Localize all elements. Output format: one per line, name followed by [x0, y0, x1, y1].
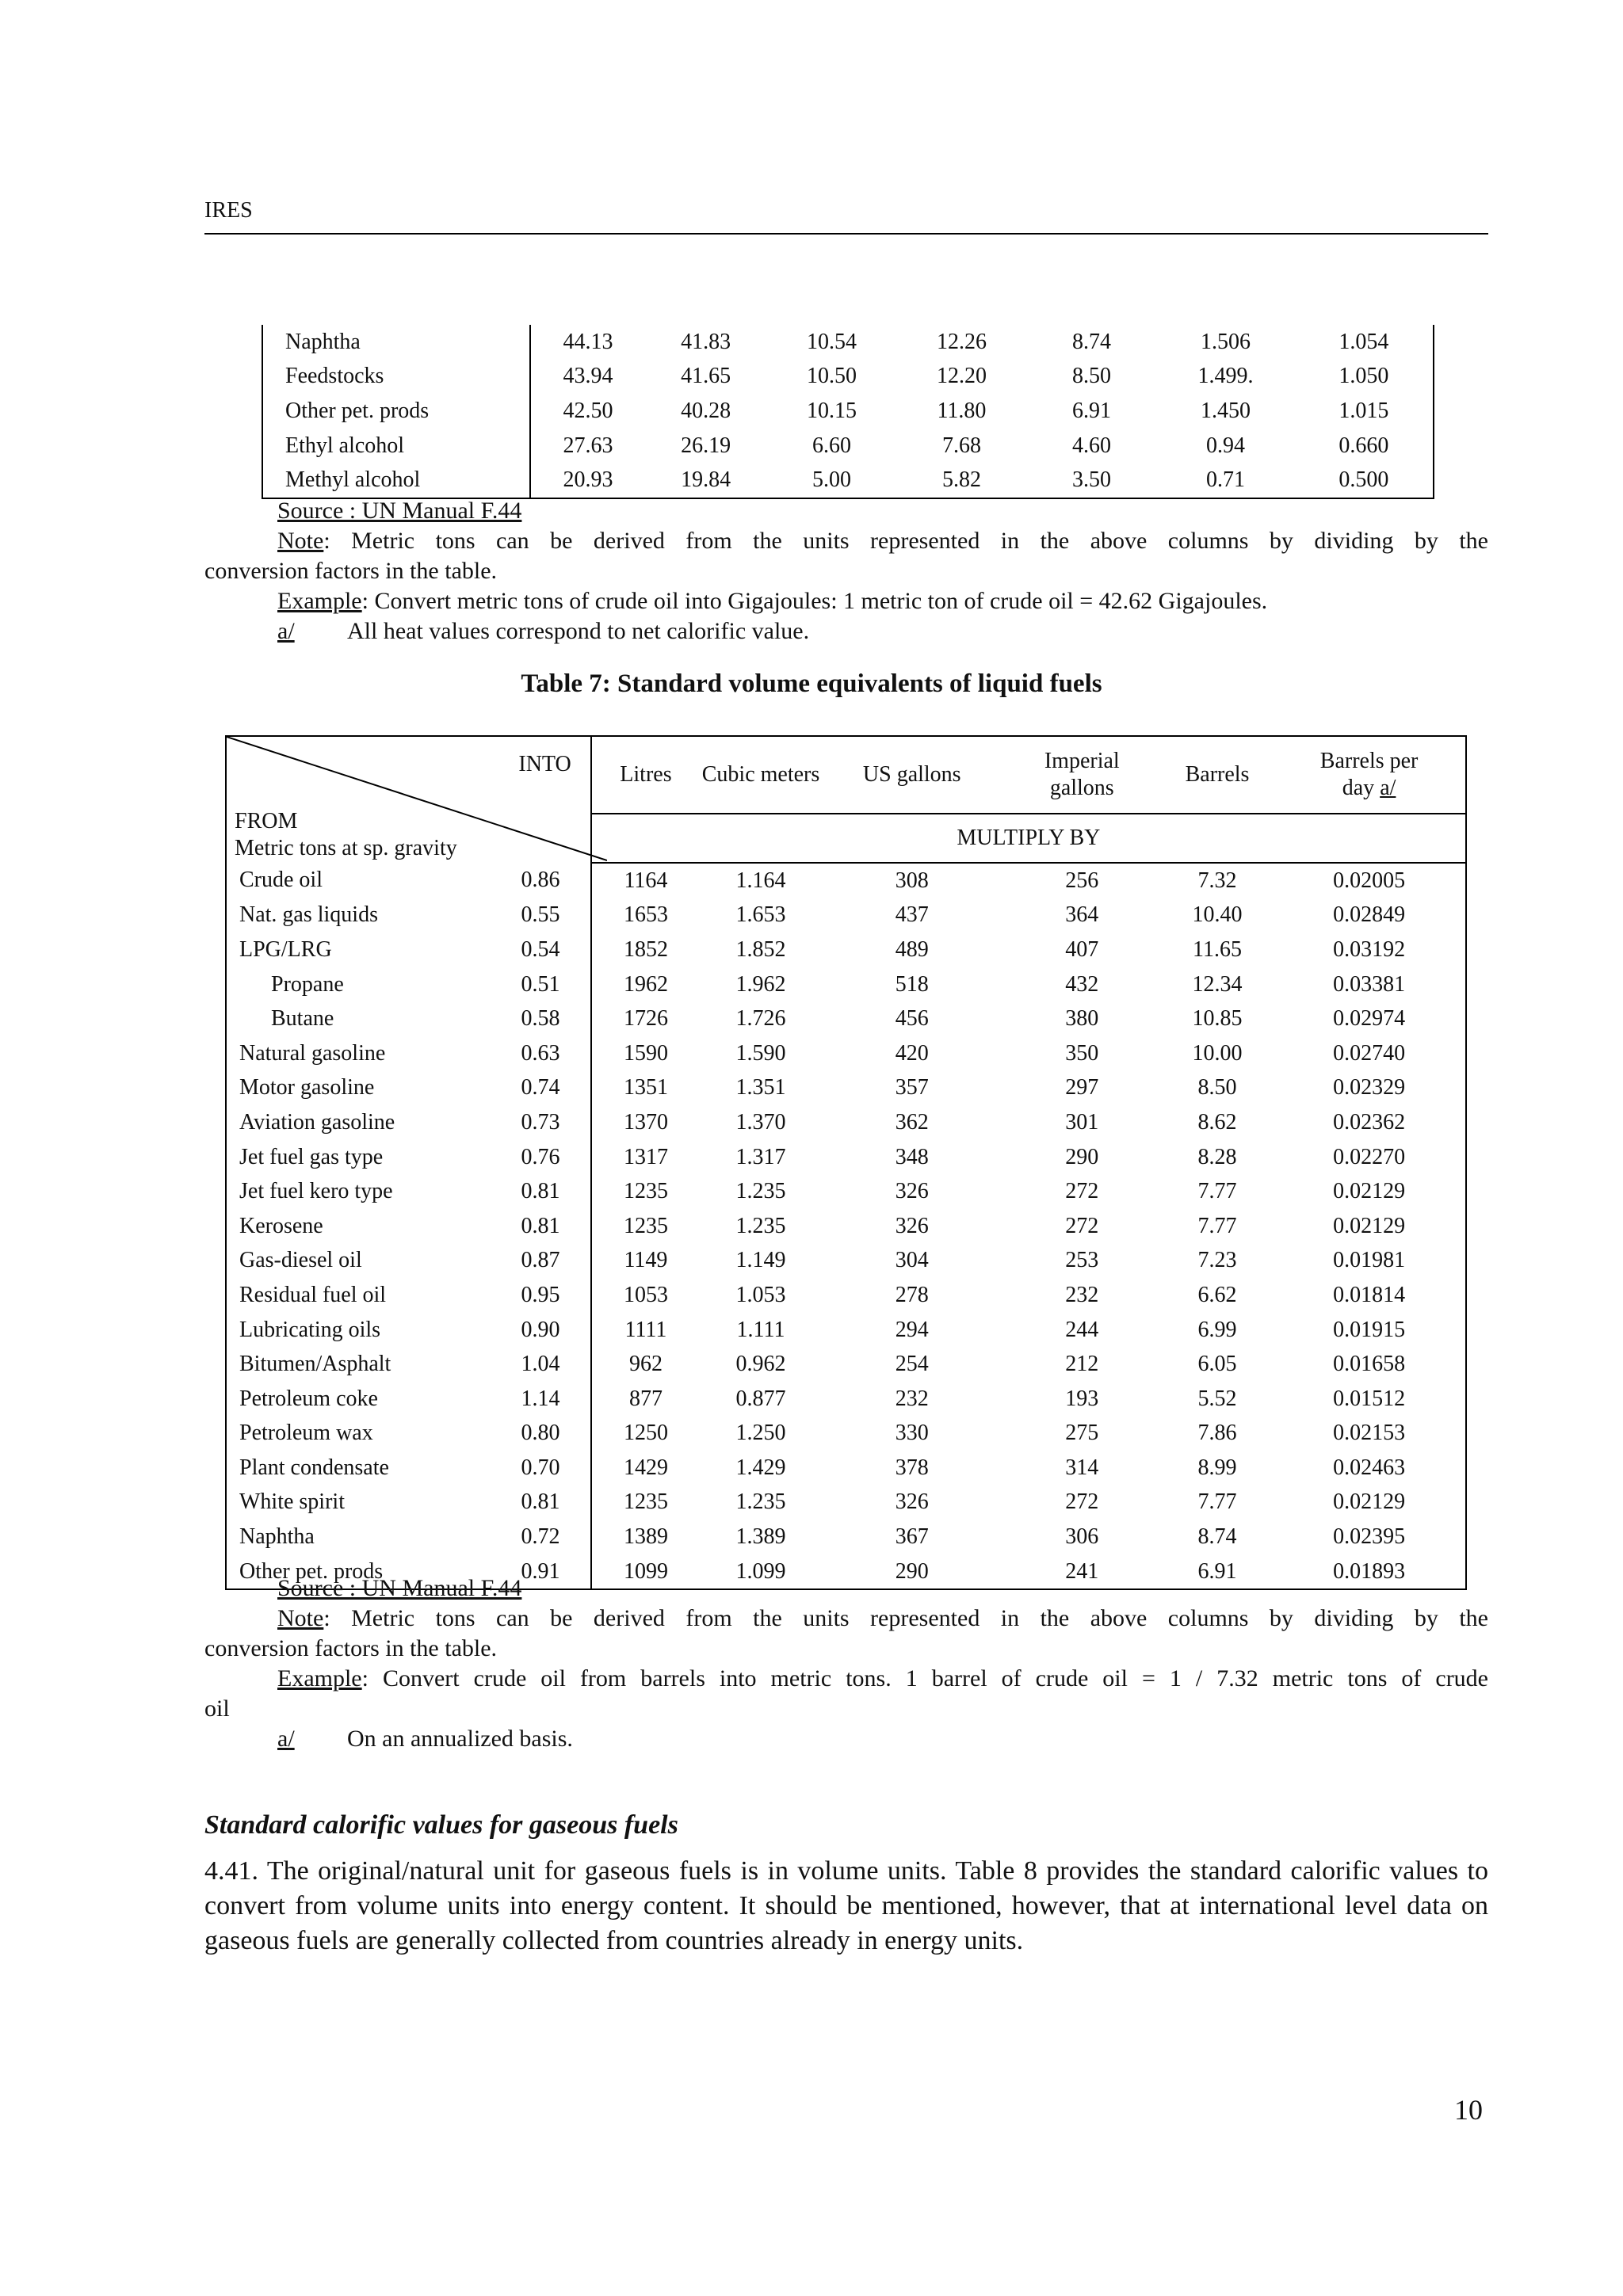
table7-row: [226, 1071, 1466, 1106]
table6-row-label: Naphtha: [262, 325, 530, 360]
table7-row-label: Natural gasoline: [239, 1040, 386, 1066]
table7-row-label: Naphtha: [239, 1524, 315, 1550]
table7-cell: 232: [895, 1386, 929, 1411]
table6-footnote-text: All heat values correspond to net calorific value.: [347, 618, 810, 644]
table7-cell: 1.429: [735, 1455, 786, 1480]
table7-cell: 1164: [624, 868, 668, 893]
table7-cell: 12.34: [1192, 971, 1243, 997]
table6-cell: 1.054: [1295, 325, 1434, 360]
table7-cell: 7.77: [1197, 1179, 1237, 1204]
section-heading: Standard calorific values for gaseous fuels: [204, 1810, 678, 1840]
table7-row: [226, 1278, 1466, 1313]
table7-cell: 1.149: [735, 1248, 786, 1273]
table6-note-label: Note: [277, 528, 324, 554]
table7-row: [226, 1417, 1466, 1451]
table7-cell: 308: [895, 868, 929, 893]
table7-cell: 378: [895, 1455, 929, 1480]
table7-cell: 294: [895, 1317, 929, 1342]
table7-cell: 1653: [623, 902, 668, 928]
table6-cell: 7.68: [941, 433, 981, 458]
table7-cell: 962: [628, 1352, 663, 1377]
table7-multiply-label: MULTIPLY BY: [591, 814, 1466, 863]
table7-cell: 1.235: [735, 1489, 786, 1515]
table7-row-label: Petroleum wax: [239, 1421, 373, 1446]
table7-cell: 456: [895, 1006, 929, 1032]
table7-row-label: Plant condensate: [239, 1455, 389, 1480]
table6-cell: 12.20: [936, 364, 987, 389]
col-header-barrels-per-day-mark: a/: [1380, 776, 1396, 800]
table7-row-label: Jet fuel gas type: [239, 1144, 384, 1169]
table7-note-line1: [277, 1604, 1488, 1634]
table7-specific-gravity: 0.58: [521, 1001, 590, 1036]
table7-cell: 518: [895, 971, 929, 997]
table7-note-line2: conversion factors in the table.: [204, 1635, 498, 1661]
table7-cell: 1852: [623, 936, 668, 962]
table6-cell: 10.15: [806, 398, 857, 423]
table7-cell: 7.32: [1197, 868, 1237, 893]
table7-row: [226, 1209, 1466, 1244]
table7-cell: 367: [895, 1524, 929, 1550]
table7-row-label: Motor gasoline: [239, 1075, 375, 1100]
table7-cell: 6.62: [1197, 1282, 1237, 1307]
table6-footnote: [277, 616, 810, 646]
table7-footnote: [277, 1724, 573, 1754]
table7-specific-gravity: 0.87: [521, 1244, 590, 1279]
table7-cell: 1317: [623, 1144, 668, 1169]
table7-cell: 1053: [623, 1282, 668, 1307]
table7-cell: 420: [895, 1040, 929, 1066]
table7-cell: 1726: [623, 1006, 668, 1032]
table6-cell: 4.60: [1071, 433, 1111, 458]
table7-specific-gravity: 0.70: [521, 1451, 590, 1486]
table7-cell: 1.235: [735, 1179, 786, 1204]
table7-row: [226, 1244, 1466, 1279]
table6-cell: 27.63: [563, 433, 613, 458]
table7-cell: 1149: [624, 1248, 668, 1273]
table7-cell: 278: [895, 1282, 929, 1307]
table7-cell: 1.590: [735, 1040, 786, 1066]
table6-cell: 1.506: [1201, 329, 1251, 354]
table7-cell: 7.77: [1197, 1213, 1237, 1238]
table7-cell: 1111: [624, 1317, 667, 1342]
table7-row: [226, 967, 1466, 1002]
table6-row: [262, 325, 1434, 360]
table6-row-label: Feedstocks: [262, 360, 530, 395]
table7-cell: 0.02395: [1333, 1524, 1406, 1550]
table7-cell: 7.86: [1197, 1421, 1237, 1446]
table6-cell: 44.13: [563, 329, 613, 354]
table7-cell: 1.111: [736, 1317, 785, 1342]
table7-cell: 1.317: [735, 1144, 786, 1169]
table6-row: [262, 429, 1434, 463]
table6-footnote-mark: a/: [277, 618, 295, 644]
table7-title: Table 7: Standard volume equivalents of liquid fuels: [521, 669, 1102, 698]
table7-cell: 1.351: [735, 1075, 786, 1100]
table7-cell: 407: [1065, 936, 1099, 962]
table7-cell: 290: [895, 1558, 929, 1584]
table7-cell: 1250: [623, 1421, 668, 1446]
paragraph-4-41: 4.41. The original/natural unit for gaseous fuels is in volume units. Table 8 provides the standard calorific values to convert from volume units into energy content. It should be mentioned, however, that at international level data on gaseous fuels are generally collected from countries already in energy units.: [204, 1856, 1488, 1955]
table7-cell: 6.91: [1197, 1558, 1237, 1584]
table7-cell: 0.03381: [1333, 971, 1406, 997]
table6-cell: 8.50: [1071, 364, 1111, 389]
header-rule: [204, 233, 1488, 235]
table7-row-label: Aviation gasoline: [239, 1109, 395, 1135]
table6-cell: 5.00: [766, 463, 896, 498]
table7-cell: 350: [1065, 1040, 1099, 1066]
table7-cell: 0.02270: [1333, 1144, 1406, 1169]
table6-cell: 6.91: [1071, 398, 1111, 423]
table7-row: [226, 1347, 1466, 1382]
table7-cell: 0.01512: [1333, 1386, 1406, 1411]
table7-specific-gravity: 0.76: [521, 1140, 590, 1175]
table7-note-label: Note: [277, 1605, 324, 1631]
table7-cell: 10.85: [1192, 1006, 1243, 1032]
table7-cell: 1351: [623, 1075, 668, 1100]
table7-cell: 304: [895, 1248, 929, 1273]
table7-specific-gravity: 0.81: [521, 1486, 590, 1520]
table6-continuation: [262, 325, 1434, 499]
col-header-cubic-meters: Cubic meters: [701, 762, 820, 787]
table6-row-label: Other pet. prods: [262, 394, 530, 429]
table7-cell: 7.77: [1197, 1489, 1237, 1515]
table6-row: [262, 463, 1434, 498]
table7-row-label: Other pet. prods: [239, 1558, 384, 1584]
table7-cell: 1235: [623, 1213, 668, 1238]
table7-cell: 330: [895, 1421, 929, 1446]
table6-example: [277, 586, 1267, 616]
table6-cell: 5.82: [896, 463, 1026, 498]
table7-cell: 0.02463: [1333, 1455, 1406, 1480]
table7-cell: 272: [1065, 1213, 1099, 1238]
table7-row: [226, 1382, 1466, 1417]
table7-cell: 241: [1065, 1558, 1099, 1584]
table6-cell: 42.50: [563, 398, 613, 423]
table6-cell: 40.28: [681, 398, 731, 423]
table7-cell: 1235: [623, 1179, 668, 1204]
table7-cell: 432: [1065, 971, 1099, 997]
col-header-us-gallons: US gallons: [862, 762, 961, 787]
table7-source: [277, 1573, 521, 1604]
table6-note-line2: conversion factors in the table.: [204, 558, 498, 584]
table7-specific-gravity: 0.91: [521, 1554, 590, 1590]
table7-cell: 1.653: [735, 902, 786, 928]
table7-cell: 7.23: [1197, 1248, 1237, 1273]
table6-cell: 0.500: [1295, 463, 1434, 498]
table7-cell: 8.99: [1197, 1455, 1237, 1480]
table7-row: [226, 1036, 1466, 1071]
table7-footnote-text: On an annualized basis.: [347, 1726, 573, 1752]
table6-source-text: Source : UN Manual F.44: [277, 498, 522, 524]
table7-cell: 0.02329: [1333, 1075, 1406, 1100]
table6-cell: 20.93: [530, 463, 645, 498]
table7-cell: 0.02362: [1333, 1109, 1406, 1135]
table6-cell: 1.450: [1201, 398, 1251, 423]
table7-cell: 1.053: [735, 1282, 786, 1307]
table7-row-label: White spirit: [239, 1489, 345, 1515]
table7-row-label: Butane: [271, 1006, 334, 1032]
table6-example-label: Example: [277, 588, 362, 614]
table7-cell: 0.02129: [1333, 1489, 1406, 1515]
table7-cell: 1.250: [735, 1421, 786, 1446]
table7-row: [226, 933, 1466, 967]
table7-footnote-mark: a/: [277, 1726, 295, 1752]
table7-cell: 326: [895, 1213, 929, 1238]
table7-source-text: Source : UN Manual F.44: [277, 1575, 522, 1601]
running-head: IRES: [204, 198, 253, 223]
table6-row-label: Methyl alcohol: [262, 463, 530, 498]
table7-into-label: INTO: [518, 752, 571, 776]
table7-cell: 364: [1065, 902, 1099, 928]
table7-cell: 0.962: [735, 1352, 786, 1377]
table7-cell: 8.50: [1197, 1075, 1237, 1100]
table7-row: [226, 1486, 1466, 1520]
table7-specific-gravity: 0.51: [521, 967, 590, 1002]
table6-note-text: : Metric tons can be derived from the units represented in the above columns by dividing by the: [323, 528, 1488, 554]
table7-cell: 8.62: [1197, 1109, 1237, 1135]
table7-example-line2: oil: [204, 1695, 230, 1722]
table7-cell: 253: [1065, 1248, 1099, 1273]
table7-specific-gravity: 0.90: [521, 1313, 590, 1348]
page-number: 10: [1454, 2094, 1483, 2126]
table6-cell: 41.65: [681, 364, 731, 389]
table7-cell: 362: [895, 1109, 929, 1135]
col-header-barrels-per-day: [1273, 736, 1466, 814]
table6-cell: 0.94: [1206, 433, 1246, 458]
table7-cell: 0.01814: [1333, 1282, 1406, 1307]
col-header-imperial-gallons: Imperial gallons: [1044, 749, 1120, 800]
table7-cell: 297: [1065, 1075, 1099, 1100]
table7-cell: 5.52: [1197, 1386, 1237, 1411]
table7-cell: 290: [1065, 1144, 1099, 1169]
table7-cell: 0.01658: [1333, 1352, 1406, 1377]
table7-cell: 8.74: [1197, 1524, 1237, 1550]
table7-cell: 232: [1065, 1282, 1099, 1307]
table6-cell: 11.80: [937, 398, 987, 423]
table7-specific-gravity: 0.81: [521, 1174, 590, 1209]
table7-cell: 357: [895, 1075, 929, 1100]
table7-from-text: FROM: [235, 809, 298, 833]
table7-cell: 0.03192: [1333, 936, 1406, 962]
table7-cell: 0.02129: [1333, 1213, 1406, 1238]
table7-row: [226, 898, 1466, 933]
table7-cell: 489: [895, 936, 929, 962]
table7-specific-gravity: 1.04: [521, 1347, 590, 1382]
table7-cell: 272: [1065, 1179, 1099, 1204]
table7-from-label: [235, 808, 457, 862]
table6-source: [277, 496, 521, 526]
table6-cell: 8.74: [1071, 329, 1111, 354]
table7-cell: 1.389: [735, 1524, 786, 1550]
table7-row-label: Residual fuel oil: [239, 1282, 387, 1307]
table7-corner-cell: [226, 736, 591, 863]
table7-cell: 0.01915: [1333, 1317, 1406, 1342]
table7-cell: 1590: [623, 1040, 668, 1066]
col-header-barrels-per-day-text: Barrels per day: [1319, 749, 1419, 800]
table7-row-label: Kerosene: [239, 1213, 323, 1238]
table6-row: [262, 394, 1434, 429]
table7-cell: 10.00: [1192, 1040, 1243, 1066]
table7-cell: 212: [1065, 1352, 1099, 1377]
table7-cell: 1370: [623, 1109, 668, 1135]
table7-cell: 0.02740: [1333, 1040, 1406, 1066]
table7-cell: 244: [1065, 1317, 1099, 1342]
table7-cell: 1.962: [735, 971, 786, 997]
table7-row-label: Lubricating oils: [239, 1317, 381, 1342]
table7-note-text: : Metric tons can be derived from the units represented in the above columns by dividing by the: [323, 1605, 1488, 1631]
table7-cell: 0.02129: [1333, 1179, 1406, 1204]
table7-cell: 0.02849: [1333, 902, 1406, 928]
table6-example-text: : Convert metric tons of crude oil into Gigajoules: 1 metric ton of crude oil = 42.62 Gigajoules.: [361, 588, 1268, 614]
table7-specific-gravity: 0.63: [521, 1036, 590, 1071]
table7-cell: 380: [1065, 1006, 1099, 1032]
table6-cell: 0.71: [1156, 463, 1294, 498]
table6-cell: 10.50: [806, 364, 857, 389]
table7-row: [226, 863, 1466, 898]
table7-cell: 10.40: [1192, 902, 1243, 928]
table7-cell: 1962: [623, 971, 668, 997]
table7-row: [226, 1001, 1466, 1036]
table7-cell: 326: [895, 1489, 929, 1515]
table7-cell: 6.99: [1197, 1317, 1237, 1342]
table7-cell: 314: [1065, 1455, 1099, 1480]
table7-cell: 0.02005: [1333, 868, 1406, 893]
table7-cell: 193: [1065, 1386, 1099, 1411]
table7-cell: 256: [1065, 868, 1099, 893]
table6-cell: 41.83: [681, 329, 731, 354]
table7-cell: 272: [1065, 1489, 1099, 1515]
table7-row-label: Bitumen/Asphalt: [239, 1352, 391, 1377]
table7-row-label: Gas-diesel oil: [239, 1248, 362, 1273]
table7-specific-gravity: 0.73: [521, 1105, 590, 1140]
table7-specific-gravity: 0.80: [521, 1417, 590, 1451]
table6-cell: 3.50: [1026, 463, 1156, 498]
table6-cell: 1.050: [1295, 360, 1434, 395]
table7-cell: 8.28: [1197, 1144, 1237, 1169]
table7-example-text: : Convert crude oil from barrels into metric tons. 1 barrel of crude oil = 1 / 7.32 metric tons of crude: [361, 1665, 1488, 1691]
table7-specific-gravity: 0.54: [521, 933, 590, 967]
table7-row-label: Petroleum coke: [239, 1386, 378, 1411]
table7-row-label: LPG/LRG: [239, 936, 332, 962]
table7-cell: 6.05: [1197, 1352, 1237, 1377]
table7-row-label: Jet fuel kero type: [239, 1179, 393, 1204]
table7-row: [226, 1174, 1466, 1209]
table6-cell: 12.26: [936, 329, 987, 354]
table7-cell: 1099: [623, 1558, 668, 1584]
table7-cell: 326: [895, 1179, 929, 1204]
table6-cell: 26.19: [681, 433, 731, 458]
table7-specific-gravity: 0.74: [521, 1071, 590, 1106]
table7-cell: 0.02153: [1333, 1421, 1406, 1446]
table6-cell: 43.94: [563, 364, 613, 389]
table7-cell: 11.65: [1193, 936, 1242, 962]
table7-row-label: Propane: [271, 971, 344, 997]
table7: [225, 735, 1467, 1590]
table6-cell: 10.54: [806, 329, 857, 354]
table7-row: [226, 1451, 1466, 1486]
col-header-litres: Litres: [620, 762, 672, 787]
table7-cell: 1.370: [735, 1109, 786, 1135]
table6-cell: 6.60: [812, 433, 851, 458]
table6-row-label: Ethyl alcohol: [262, 429, 530, 463]
table6-row: [262, 360, 1434, 395]
col-header-barrels: Barrels: [1185, 762, 1250, 787]
table6-cell: 19.84: [645, 463, 767, 498]
table7-row: [226, 1313, 1466, 1348]
table6-note-line1: [277, 526, 1488, 556]
table7-cell: 1.235: [735, 1213, 786, 1238]
table7-cell: 437: [895, 902, 929, 928]
table7-cell: 0.877: [735, 1386, 786, 1411]
table7-cell: 0.01981: [1333, 1248, 1406, 1273]
table6-cell: 1.499.: [1197, 364, 1254, 389]
table7-row-label: Nat. gas liquids: [239, 902, 378, 928]
table7-example-line1: [277, 1664, 1488, 1694]
table7-cell: 1235: [623, 1489, 668, 1515]
table7-cell: 877: [628, 1386, 663, 1411]
table7-cell: 0.01893: [1333, 1558, 1406, 1584]
table7-cell: 1.852: [735, 936, 786, 962]
table7-row: [226, 1520, 1466, 1554]
table6-cell: 0.660: [1295, 429, 1434, 463]
table7-from-subtext: Metric tons at sp. gravity: [235, 836, 457, 860]
table7-cell: 301: [1065, 1109, 1099, 1135]
table7-cell: 275: [1065, 1421, 1099, 1446]
table7-cell: 254: [895, 1352, 929, 1377]
table7-specific-gravity: 0.81: [521, 1209, 590, 1244]
table7-specific-gravity: 0.86: [521, 863, 590, 898]
table7-specific-gravity: 0.72: [521, 1520, 590, 1554]
table6-cell: 1.015: [1295, 394, 1434, 429]
table7-specific-gravity: 1.14: [521, 1382, 590, 1417]
table7-row: [226, 1105, 1466, 1140]
table7-cell: 1389: [623, 1524, 668, 1550]
table7-cell: 1429: [623, 1455, 668, 1480]
table7-example-label: Example: [277, 1665, 362, 1691]
table7-cell: 1.099: [735, 1558, 786, 1584]
table7-row: [226, 1140, 1466, 1175]
table7-cell: 1.726: [735, 1006, 786, 1032]
table7-cell: 348: [895, 1144, 929, 1169]
table7-row-label: Crude oil: [239, 868, 323, 893]
table7-specific-gravity: 0.55: [521, 898, 590, 933]
table7-cell: 0.02974: [1333, 1006, 1406, 1032]
table7-cell: 306: [1065, 1524, 1099, 1550]
table7-cell: 1.164: [735, 868, 786, 893]
table7-specific-gravity: 0.95: [521, 1278, 590, 1313]
